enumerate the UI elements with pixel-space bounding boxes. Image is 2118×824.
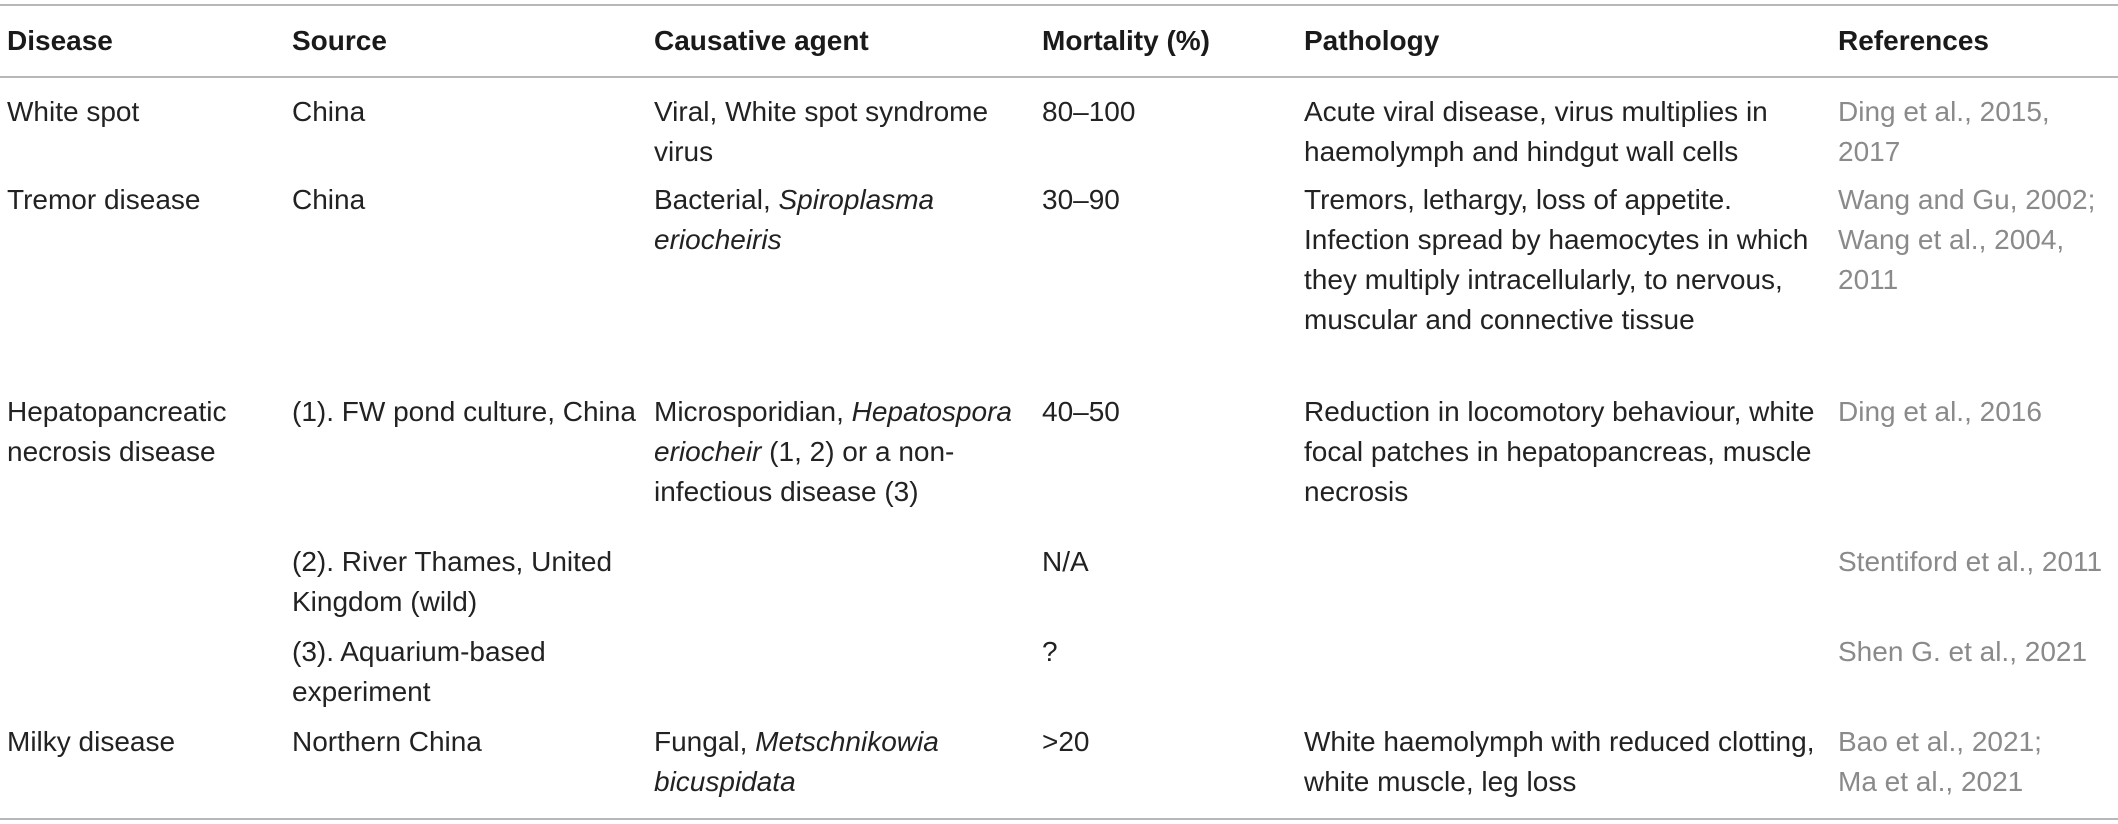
cell-disease: Tremor disease <box>7 184 201 215</box>
table-row <box>0 76 2118 172</box>
cell-source: (3). Aquarium-based experiment <box>292 636 546 707</box>
header-source: Source <box>292 25 387 56</box>
cell-source: (2). River Thames, United Kingdom (wild) <box>292 546 613 617</box>
reference-link[interactable]: Shen G. et al., 2021 <box>1838 636 2088 667</box>
cell-pathology: Tremors, lethargy, loss of appetite. Infection spread by haemocytes in which they multiply intracellularly, to nervous, muscular and connective tissue <box>1304 184 1809 335</box>
agent-suffix: (1, 2) or a non-infectious disease (3) <box>654 436 955 507</box>
cell-mortality: >20 <box>1042 726 1090 757</box>
agent-species: Metschnikowia bicuspidata <box>654 726 939 797</box>
cell-references <box>1838 172 2118 380</box>
agent-species: Hepatospora eriocheir <box>654 396 1012 467</box>
cell-disease: Hepatopancreatic necrosis disease <box>7 396 227 467</box>
cell-causative-agent <box>654 622 1042 712</box>
agent-prefix: Microsporidian, <box>654 396 852 427</box>
header-causative-agent: Causative agent <box>654 25 869 56</box>
cell-pathology <box>1304 532 1838 622</box>
reference-link[interactable]: Ding et al., 2016 <box>1838 396 2042 427</box>
agent-prefix: Fungal, <box>654 726 756 757</box>
header-disease: Disease <box>7 25 113 56</box>
cell-references <box>1838 622 2118 712</box>
cell-source: (1). FW pond culture, China <box>292 396 636 427</box>
cell-source: Northern China <box>292 726 482 757</box>
cell-disease: Milky disease <box>7 726 176 757</box>
disease-table <box>0 6 2118 802</box>
cell-disease <box>0 532 292 622</box>
header-references: References <box>1838 25 1989 56</box>
cell-pathology: Reduction in locomotory behaviour, white focal patches in hepatopancreas, muscle necrosis <box>1304 396 1815 507</box>
cell-mortality: ? <box>1042 636 1058 667</box>
cell-disease <box>0 622 292 712</box>
cell-causative-agent <box>654 172 1042 380</box>
reference-link[interactable]: Wang and Gu, 2002; <box>1838 184 2096 215</box>
reference-link[interactable]: Wang et al., 2004, 2011 <box>1838 224 2065 295</box>
cell-causative-agent <box>654 712 1042 802</box>
cell-disease: White spot <box>7 96 140 127</box>
cell-references <box>1838 712 2118 802</box>
cell-references <box>1838 76 2118 172</box>
cell-causative-agent <box>654 380 1042 532</box>
table-header-row <box>0 6 2118 76</box>
reference-link[interactable]: Bao et al., 2021; <box>1838 726 2042 757</box>
cell-source: China <box>292 96 366 127</box>
cell-source: China <box>292 184 366 215</box>
table-bottom-rule <box>0 818 2118 820</box>
table-row <box>0 622 2118 712</box>
table-row <box>0 532 2118 622</box>
cell-references <box>1838 532 2118 622</box>
cell-mortality: 30–90 <box>1042 184 1120 215</box>
table-row <box>0 380 2118 532</box>
table-row <box>0 712 2118 802</box>
cell-pathology: Acute viral disease, virus multiplies in haemolymph and hindgut wall cells <box>1304 96 1768 167</box>
reference-link[interactable]: Ma et al., 2021 <box>1838 766 2024 797</box>
agent-species: Spiroplasma eriocheiris <box>654 184 935 255</box>
cell-mortality: N/A <box>1042 546 1089 577</box>
cell-references <box>1838 380 2118 532</box>
cell-pathology <box>1304 622 1838 712</box>
table-row <box>0 172 2118 380</box>
header-mortality: Mortality (%) <box>1042 25 1210 56</box>
cell-mortality: 80–100 <box>1042 96 1136 127</box>
reference-link[interactable]: Ding et al., 2015, 2017 <box>1838 96 2050 167</box>
header-pathology: Pathology <box>1304 25 1440 56</box>
cell-mortality: 40–50 <box>1042 396 1120 427</box>
cell-causative-agent <box>654 532 1042 622</box>
reference-link[interactable]: Stentiford et al., 2011 <box>1838 546 2103 577</box>
cell-pathology: White haemolymph with reduced clotting, white muscle, leg loss <box>1304 726 1815 797</box>
agent-prefix: Bacterial, <box>654 184 779 215</box>
cell-causative-agent: Viral, White spot syndrome virus <box>654 96 989 167</box>
